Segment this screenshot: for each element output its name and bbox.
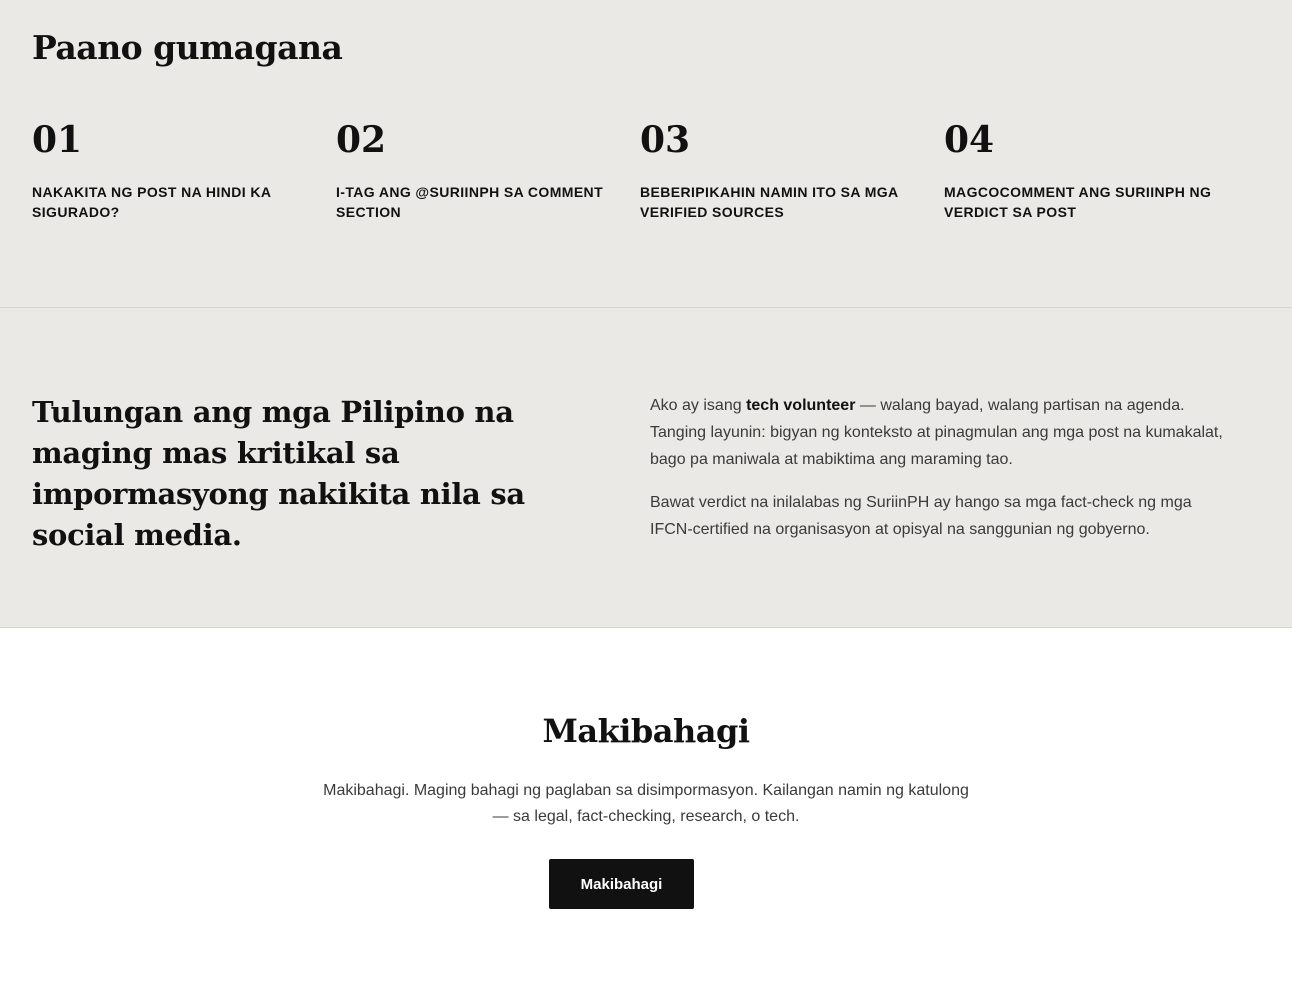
step-2 — [336, 118, 616, 222]
step-number: 03 — [640, 119, 691, 161]
mission-p1-end: — walang bayad, walang partisan na agenda. Tanging layunin: bigyan ng konteksto at pinagmulan ang mga post na kumakalat, bago pa maniwala at mabiktima ang maraming tao. — [650, 397, 1223, 468]
step-text: MAGCOCOMMENT ANG SURIINPH NG VERDICT SA POST — [944, 184, 1212, 220]
step-3 — [640, 118, 920, 222]
step-number: 01 — [32, 119, 83, 161]
join-section — [0, 628, 1292, 988]
mission-section — [0, 308, 1292, 628]
how-it-works-title: Paano gumagana — [32, 28, 343, 67]
step-number: 04 — [944, 119, 995, 161]
mission-paragraph-1 — [650, 392, 1230, 473]
step-text: BEBERIPIKAHIN NAMIN ITO SA MGA VERIFIED SOURCES — [640, 184, 899, 220]
mission-paragraph-2: Bawat verdict na inilalabas ng SuriinPH ay hango sa mga fact-check ng mga IFCN-certified na organisasyon at opisyal na sanggunian ng gobyerno. — [650, 494, 1192, 538]
mission-p1-start: Ako ay isang — [650, 397, 747, 414]
mission-lead: Tulungan ang mga Pilipino na maging mas kritikal sa impormasyong nakikita nila sa social media. — [32, 395, 525, 552]
join-title: Makibahagi — [542, 712, 750, 750]
step-text: I-TAG ANG @SURIINPH SA COMMENT SECTION — [336, 184, 604, 220]
step-1 — [32, 118, 312, 222]
step-4 — [944, 118, 1224, 222]
join-description: Makibahagi. Maging bahagi ng paglaban sa disimpormasyon. Kailangan namin ng katulong — sa legal, fact-checking, research, o tech. — [323, 782, 969, 825]
join-button[interactable]: Makibahagi — [549, 859, 694, 909]
how-it-works-section — [0, 0, 1292, 308]
mission-p1-bold: tech volunteer — [746, 397, 856, 414]
step-text: NAKAKITA NG POST NA HINDI KA SIGURADO? — [32, 184, 271, 220]
step-number: 02 — [336, 119, 387, 161]
mission-copy — [650, 392, 1230, 559]
